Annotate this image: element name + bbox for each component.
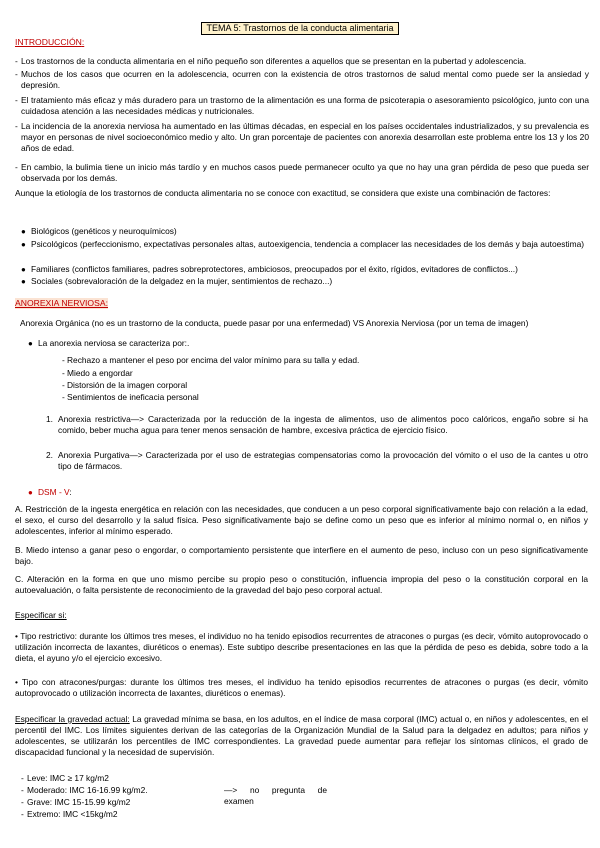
intro-item-text: El tratamiento más eficaz y más duradero para un trastorno de la alimentación es una forma de psicoterapia o asesoramiento psicológico, junto con una cuidadosa atención a las necesidades médicas y nutricionales. — [21, 95, 589, 116]
criterion-a: A. Restricción de la ingesta energética en relación con las necesidades, que conducen a un peso corporal significativamente bajo con relación a la edad, el sexo, el curso del desarrollo y la salud física. Peso significativamente bajo se define como un peso que es inferior al mínimo normal o, en niños y adolescentes, inferior al mínimo esperado. — [15, 504, 588, 536]
severity-level: - Grave: IMC 15-15.99 kg/m2 — [21, 797, 131, 807]
intro-item: - En cambio, la bulimia tiene un inicio más tardío y en muchos casos puede permanecer oculto ya que no hay una gran pérdida de peso que pueda ser observada por los demás. — [15, 162, 589, 183]
factor-text: Biológicos (genéticos y neuroquímicos) — [31, 226, 177, 236]
intro-heading-colon: : — [81, 37, 85, 47]
intro-item: - La incidencia de la anorexia nerviosa ha aumentado en las últimas décadas, en especial en los países occidentales industrializados, y su prevalencia es mayor en personas de nivel socioeconómico medio y alto. Un gran porcentaje de pacientes con anorexia desarrollan este problema entre los 13 y los 20 años de edad. — [15, 121, 589, 153]
subtype-binge-purge: • Tipo con atracones/purgas: durante los últimos tres meses, el individuo ha tenido episodios recurrentes de atracones o purgas (es decir, vómito autoprovocado o utilización incorrecta de laxantes, diuréticos o enemas). — [15, 677, 588, 698]
factor-item: ● Sociales (sobrevaloración de la delgadez en la mujer, sentimientos de rechazo...) — [21, 276, 333, 286]
severity-level: - Leve: IMC ≥ 17 kg/m2 — [21, 773, 109, 783]
document-title: TEMA 5: Trastornos de la conducta alimentaria — [201, 22, 398, 35]
dsm-label: DSM - V — [38, 487, 70, 497]
dsm-colon: : — [69, 487, 72, 497]
factor-item: ● Biológicos (genéticos y neuroquímicos) — [21, 226, 177, 236]
severity-heading: Especificar la gravedad actual: — [15, 714, 130, 724]
subtype-restrictive: • Tipo restrictivo: durante los últimos tres meses, el individuo no ha tenido episodios recurrentes de atracones o purgas (es decir, vómito autoprovocado o utilización incorrecta de laxantes, diuréticos o enemas). Este subtipo describe presentaciones en las que la pérdida de peso es debida, sobre todo a la dieta, el ayuno y/o el ejercicio excesivo. — [15, 631, 588, 663]
criterion-b: B. Miedo intenso a ganar peso o engordar, o comportamiento persistente que interfiere en el aumento de peso, incluso con un peso significativamente bajo. — [15, 545, 588, 566]
factor-item: ● Familiares (conflictos familiares, padres sobreprotectores, ambiciosos, preocupados por el éxito, rígidos, evitadores de conflictos...) — [21, 264, 518, 274]
dsm-item: ● DSM - V: — [28, 487, 72, 497]
intro-heading-text: INTRODUCCIÓN — [15, 37, 82, 47]
intro-item-text: La incidencia de la anorexia nerviosa ha aumentado en las últimas décadas, en especial en los países occidentales industrializados, y su prevalencia es mayor en personas de nivel socioeconómico medio y alto. Un gran porcentaje de pacientes con anorexia desarrollan este problema entre los 13 y los 20 años de edad. — [21, 121, 589, 153]
severity-level-text: Extremo: IMC <15kg/m2 — [27, 809, 118, 819]
severity-paragraph — [15, 714, 588, 758]
intro-item-text: Muchos de los casos que ocurren en la adolescencia, ocurren con la existencia de otros trastornos de salud mental como puede ser la ansiedad y depresión. — [21, 69, 589, 90]
characteristic-item: - Miedo a engordar — [62, 368, 133, 378]
intro-heading — [15, 37, 84, 48]
type-item — [46, 450, 588, 472]
intro-item: - El tratamiento más eficaz y más duradero para un trastorno de la alimentación es una forma de psicoterapia o asesoramiento psicológico, junto con una cuidadosa atención a las necesidades médicas y nutricionales. — [15, 95, 589, 116]
etiology-paragraph: Aunque la etiología de los trastornos de conducta alimentaria no se conoce con exactitud, se considera que existe una combinación de factores: — [15, 188, 551, 198]
intro-item: - Muchos de los casos que ocurren en la adolescencia, ocurren con la existencia de otros trastornos de salud mental como puede ser la ansiedad y depresión. — [15, 69, 589, 90]
type-number: 1. — [46, 414, 53, 424]
characteristic-text: Rechazo a mantener el peso por encima del valor mínimo para su talla y edad. — [67, 355, 360, 365]
specify-heading: Especificar si: — [15, 610, 67, 620]
anorexia-compare: Anorexia Orgánica (no es un trastorno de la conducta, puede pasar por una enfermedad) VS Anorexia Nerviosa (por un tema de imagen) — [20, 318, 529, 328]
exam-note: —> no pregunta de examen — [224, 785, 327, 806]
intro-item-text: En cambio, la bulimia tiene un inicio más tardío y en muchos casos puede permanecer oculto ya que no hay una gran pérdida de peso que pueda ser observada por los demás. — [21, 162, 589, 183]
factor-text: Sociales (sobrevaloración de la delgadez en la mujer, sentimientos de rechazo...) — [31, 276, 333, 286]
type-text: Anorexia restrictiva—> Caracterizada por la reducción de la ingesta de alimentos, uso de alimentos poco calóricos, engaño sobre si ha comido, beber mucha agua para tener menos sensación de hambre, excesiva práctica de ejercicio físico. — [58, 414, 588, 435]
type-item — [46, 414, 588, 436]
characteristic-item: - Sentimientos de ineficacia personal — [62, 392, 199, 402]
anorexia-heading: ANOREXIA NERVIOSA: — [15, 298, 108, 308]
severity-level-text: Leve: IMC ≥ 17 kg/m2 — [27, 773, 109, 783]
characteristic-text: Distorsión de la imagen corporal — [67, 380, 188, 390]
factor-text: Familiares (conflictos familiares, padres sobreprotectores, ambiciosos, preocupados por el éxito, rígidos, evitadores de conflictos...) — [31, 264, 518, 274]
factor-text: Psicológicos (perfeccionismo, expectativas personales altas, autoexigencia, tendencia a complacer las necesidades de los demás y baja autoestima) — [31, 239, 585, 249]
severity-level: - Moderado: IMC 16-16.99 kg/m2. —> no pregunta de examen — [21, 785, 327, 806]
title-wrap — [0, 22, 600, 35]
characteristic-text: Sentimientos de ineficacia personal — [67, 392, 199, 402]
type-number: 2. — [46, 450, 53, 460]
type-text: Anorexia Purgativa—> Caracterizada por el uso de estrategias compensatorias como la provocación del vómito o el uso de la cantes u otro tipo de fármacos. — [58, 450, 588, 471]
characterized-intro-text: La anorexia nerviosa se caracteriza por:. — [38, 338, 190, 348]
factor-item: ● Psicológicos (perfeccionismo, expectativas personales altas, autoexigencia, tendencia a complacer las necesidades de los demás y baja autoestima) — [21, 239, 585, 249]
severity-text: La gravedad mínima se basa, en los adultos, en el índice de masa corporal (IMC) actual o, en niños y adolescentes, en el percentil del IMC. Los límites siguientes derivan de las categorías de la Organización Mundial de la Salud para la delgadez en adultos; para niños y adolescentes, se utilizarán los percentiles de IMC correspondientes. La gravedad puede aumentar para reflejar los síntomas clínicos, el grado de discapacidad funcional y la necesidad de supervisión. — [15, 714, 589, 757]
characteristic-text: Miedo a engordar — [67, 368, 133, 378]
criterion-c: C. Alteración en la forma en que uno mismo percibe su propio peso o constitución, influencia impropia del peso o la constitución corporal en la autoevaluación, o falta persistente de reconocimiento de la gravedad del bajo peso corporal actual. — [15, 574, 588, 595]
severity-level: - Extremo: IMC <15kg/m2 — [21, 809, 118, 819]
characterized-intro: ● La anorexia nerviosa se caracteriza por:. — [28, 338, 190, 348]
intro-item-text: Los trastornos de la conducta alimentaria en el niño pequeño son diferentes a aquellos que se presentan en la pubertad y adolescencia. — [21, 56, 527, 66]
severity-level-text: Moderado: IMC 16-16.99 kg/m2. — [27, 785, 148, 795]
severity-level-text: Grave: IMC 15-15.99 kg/m2 — [27, 797, 131, 807]
characteristic-item: - Rechazo a mantener el peso por encima del valor mínimo para su talla y edad. — [62, 355, 360, 365]
characteristic-item: - Distorsión de la imagen corporal — [62, 380, 188, 390]
intro-item: - Los trastornos de la conducta alimentaria en el niño pequeño son diferentes a aquellos que se presentan en la pubertad y adolescencia. — [15, 56, 527, 66]
